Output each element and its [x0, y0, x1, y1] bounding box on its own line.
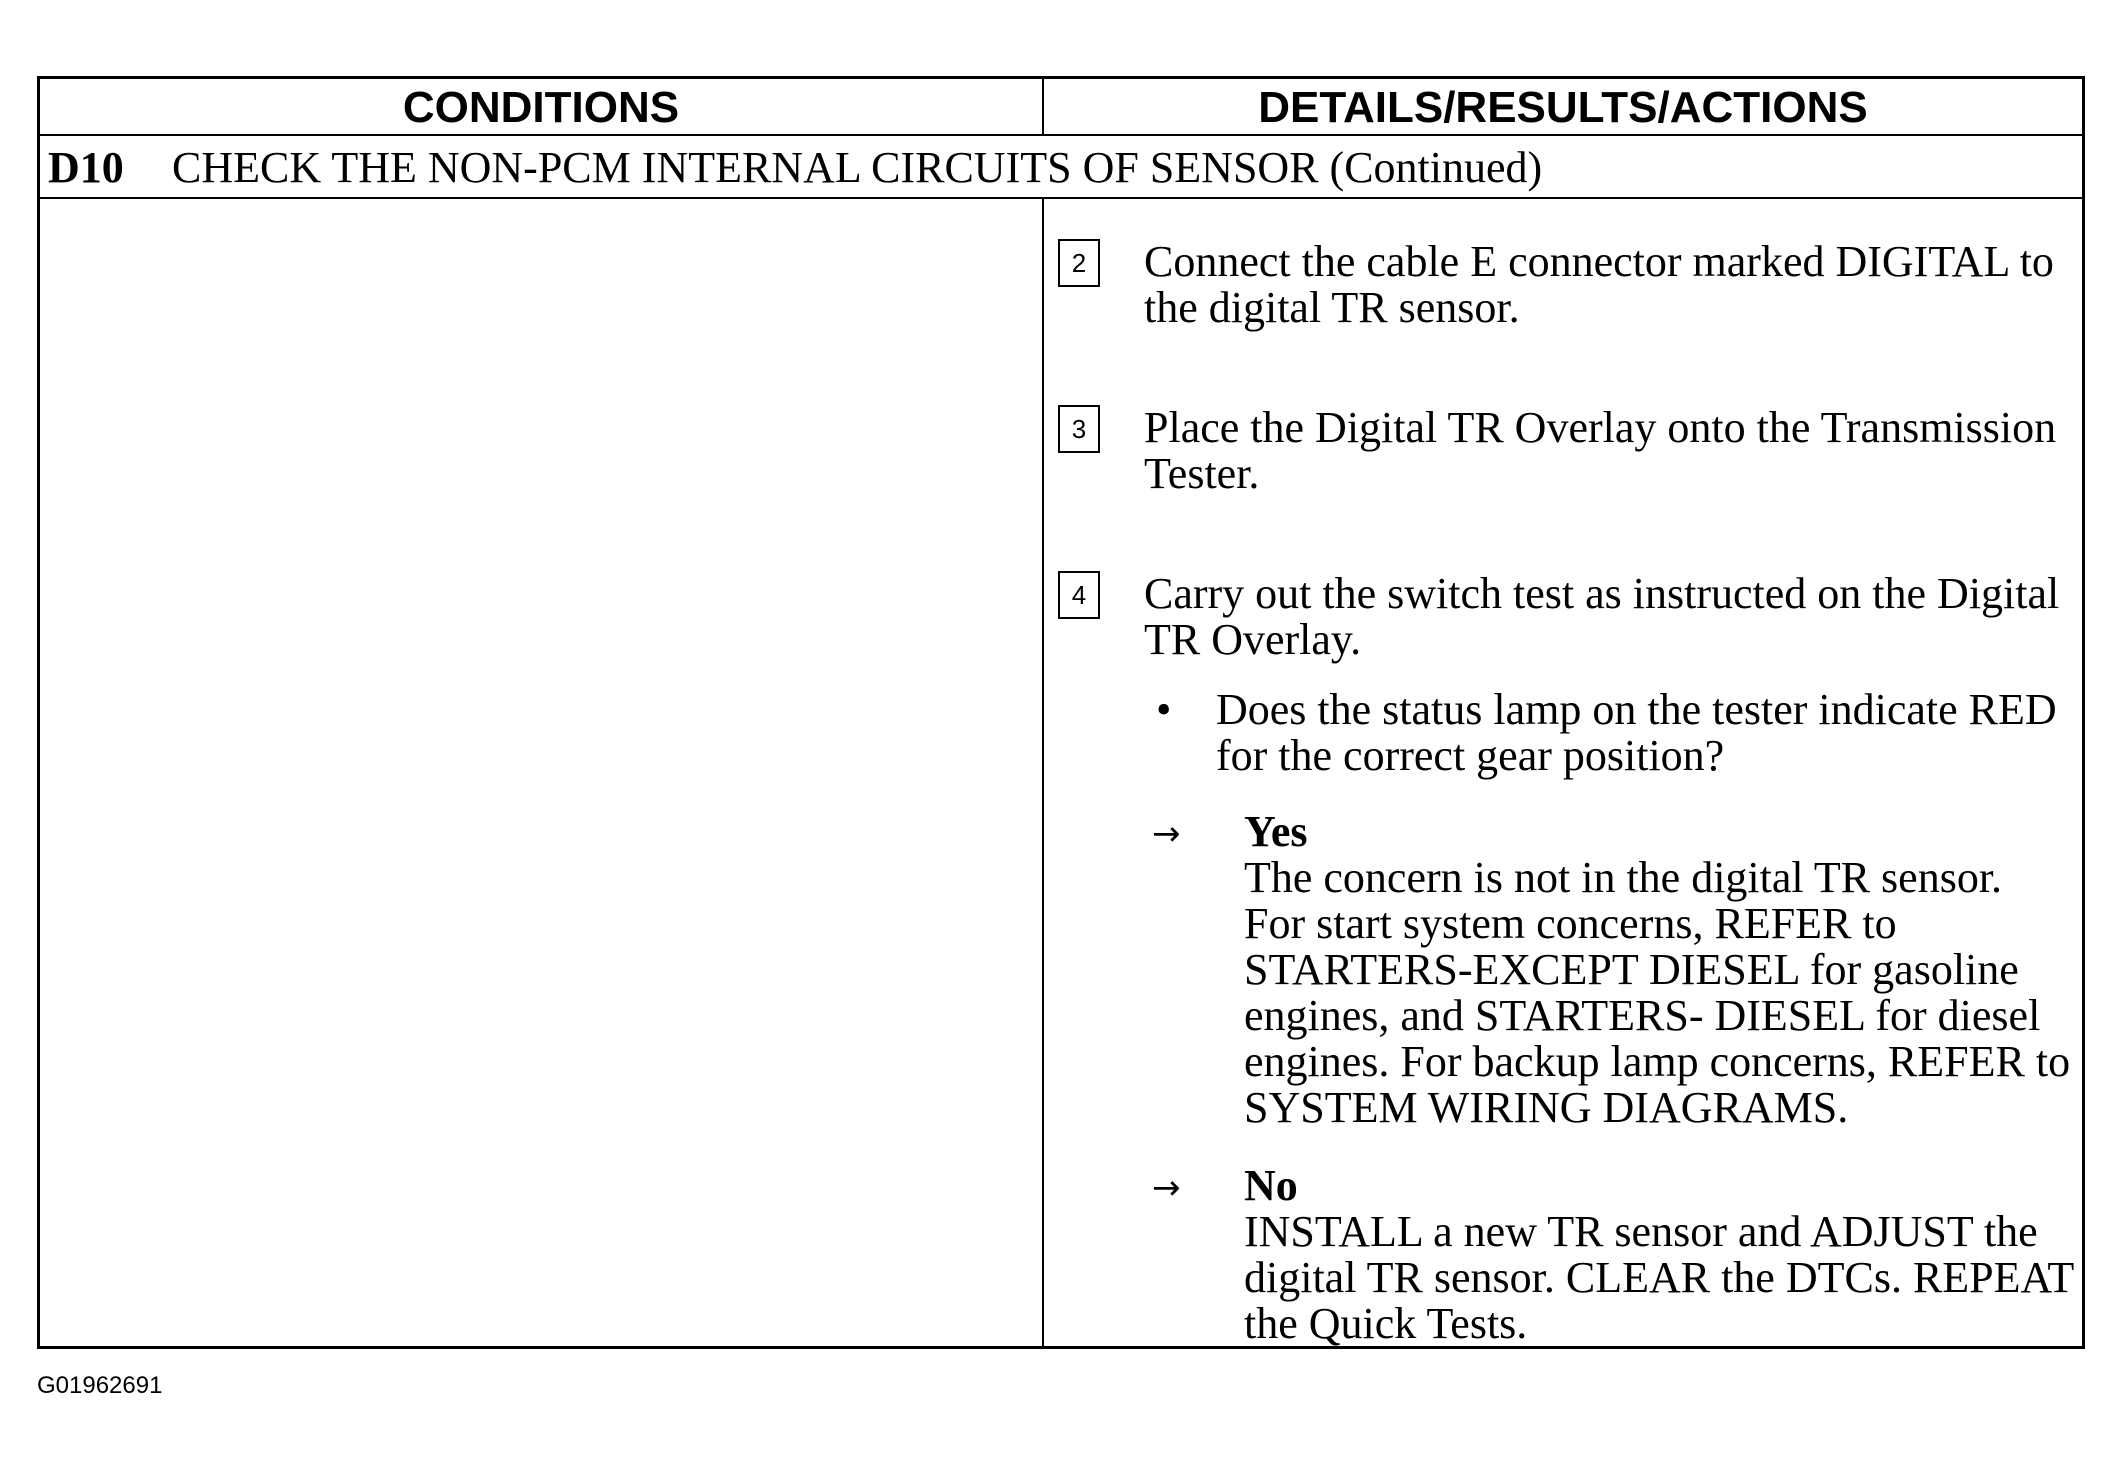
substep-number-box: 4: [1058, 571, 1100, 619]
substep-number-box: 3: [1058, 405, 1100, 453]
conditions-header: CONDITIONS: [40, 79, 1044, 134]
actions-cell: [1044, 199, 2082, 1346]
step-title: CHECK THE NON-PCM INTERNAL CIRCUITS OF SENSOR (Continued): [172, 143, 1543, 192]
question-text: Does the status lamp on the tester indicate RED for the correct gear position?: [1216, 685, 2057, 780]
right-arrow-icon: →: [1152, 1168, 1181, 1208]
outcome-no: [1244, 1163, 2074, 1347]
diagnostic-table: [37, 76, 2085, 1349]
substep-text: Place the Digital TR Overlay onto the Transmission Tester.: [1144, 403, 2057, 498]
substep-text: Connect the cable E connector marked DIGITAL to the digital TR sensor.: [1144, 237, 2054, 332]
step-id: D10: [48, 143, 124, 192]
figure-id: G01962691: [37, 1372, 163, 1399]
conditions-cell: [40, 199, 1044, 1346]
outcome-label: No: [1244, 1161, 1298, 1210]
outcome-label: Yes: [1244, 807, 1308, 856]
actions-header: DETAILS/RESULTS/ACTIONS: [1258, 83, 1868, 132]
outcome-text: The concern is not in the digital TR sensor. For start system concerns, REFER to STARTERS-EXCEPT DIESEL for gasoline engines, and STARTERS- DIESEL for diesel engines. For backup lamp concerns, REFER to SYSTEM WIRING DIAGRAMS.: [1244, 853, 2071, 1132]
step-title-row: [40, 136, 2082, 199]
bullet-icon: •: [1156, 685, 1172, 734]
substep-number-box: 2: [1058, 239, 1100, 287]
outcome-yes: [1244, 809, 2074, 1131]
table-header-row: [40, 79, 2082, 136]
substep-text: Carry out the switch test as instructed on the Digital TR Overlay.: [1144, 569, 2060, 664]
outcome-text: INSTALL a new TR sensor and ADJUST the digital TR sensor. CLEAR the DTCs. REPEAT the Quick Tests.: [1244, 1207, 2074, 1348]
right-arrow-icon: →: [1152, 814, 1181, 854]
